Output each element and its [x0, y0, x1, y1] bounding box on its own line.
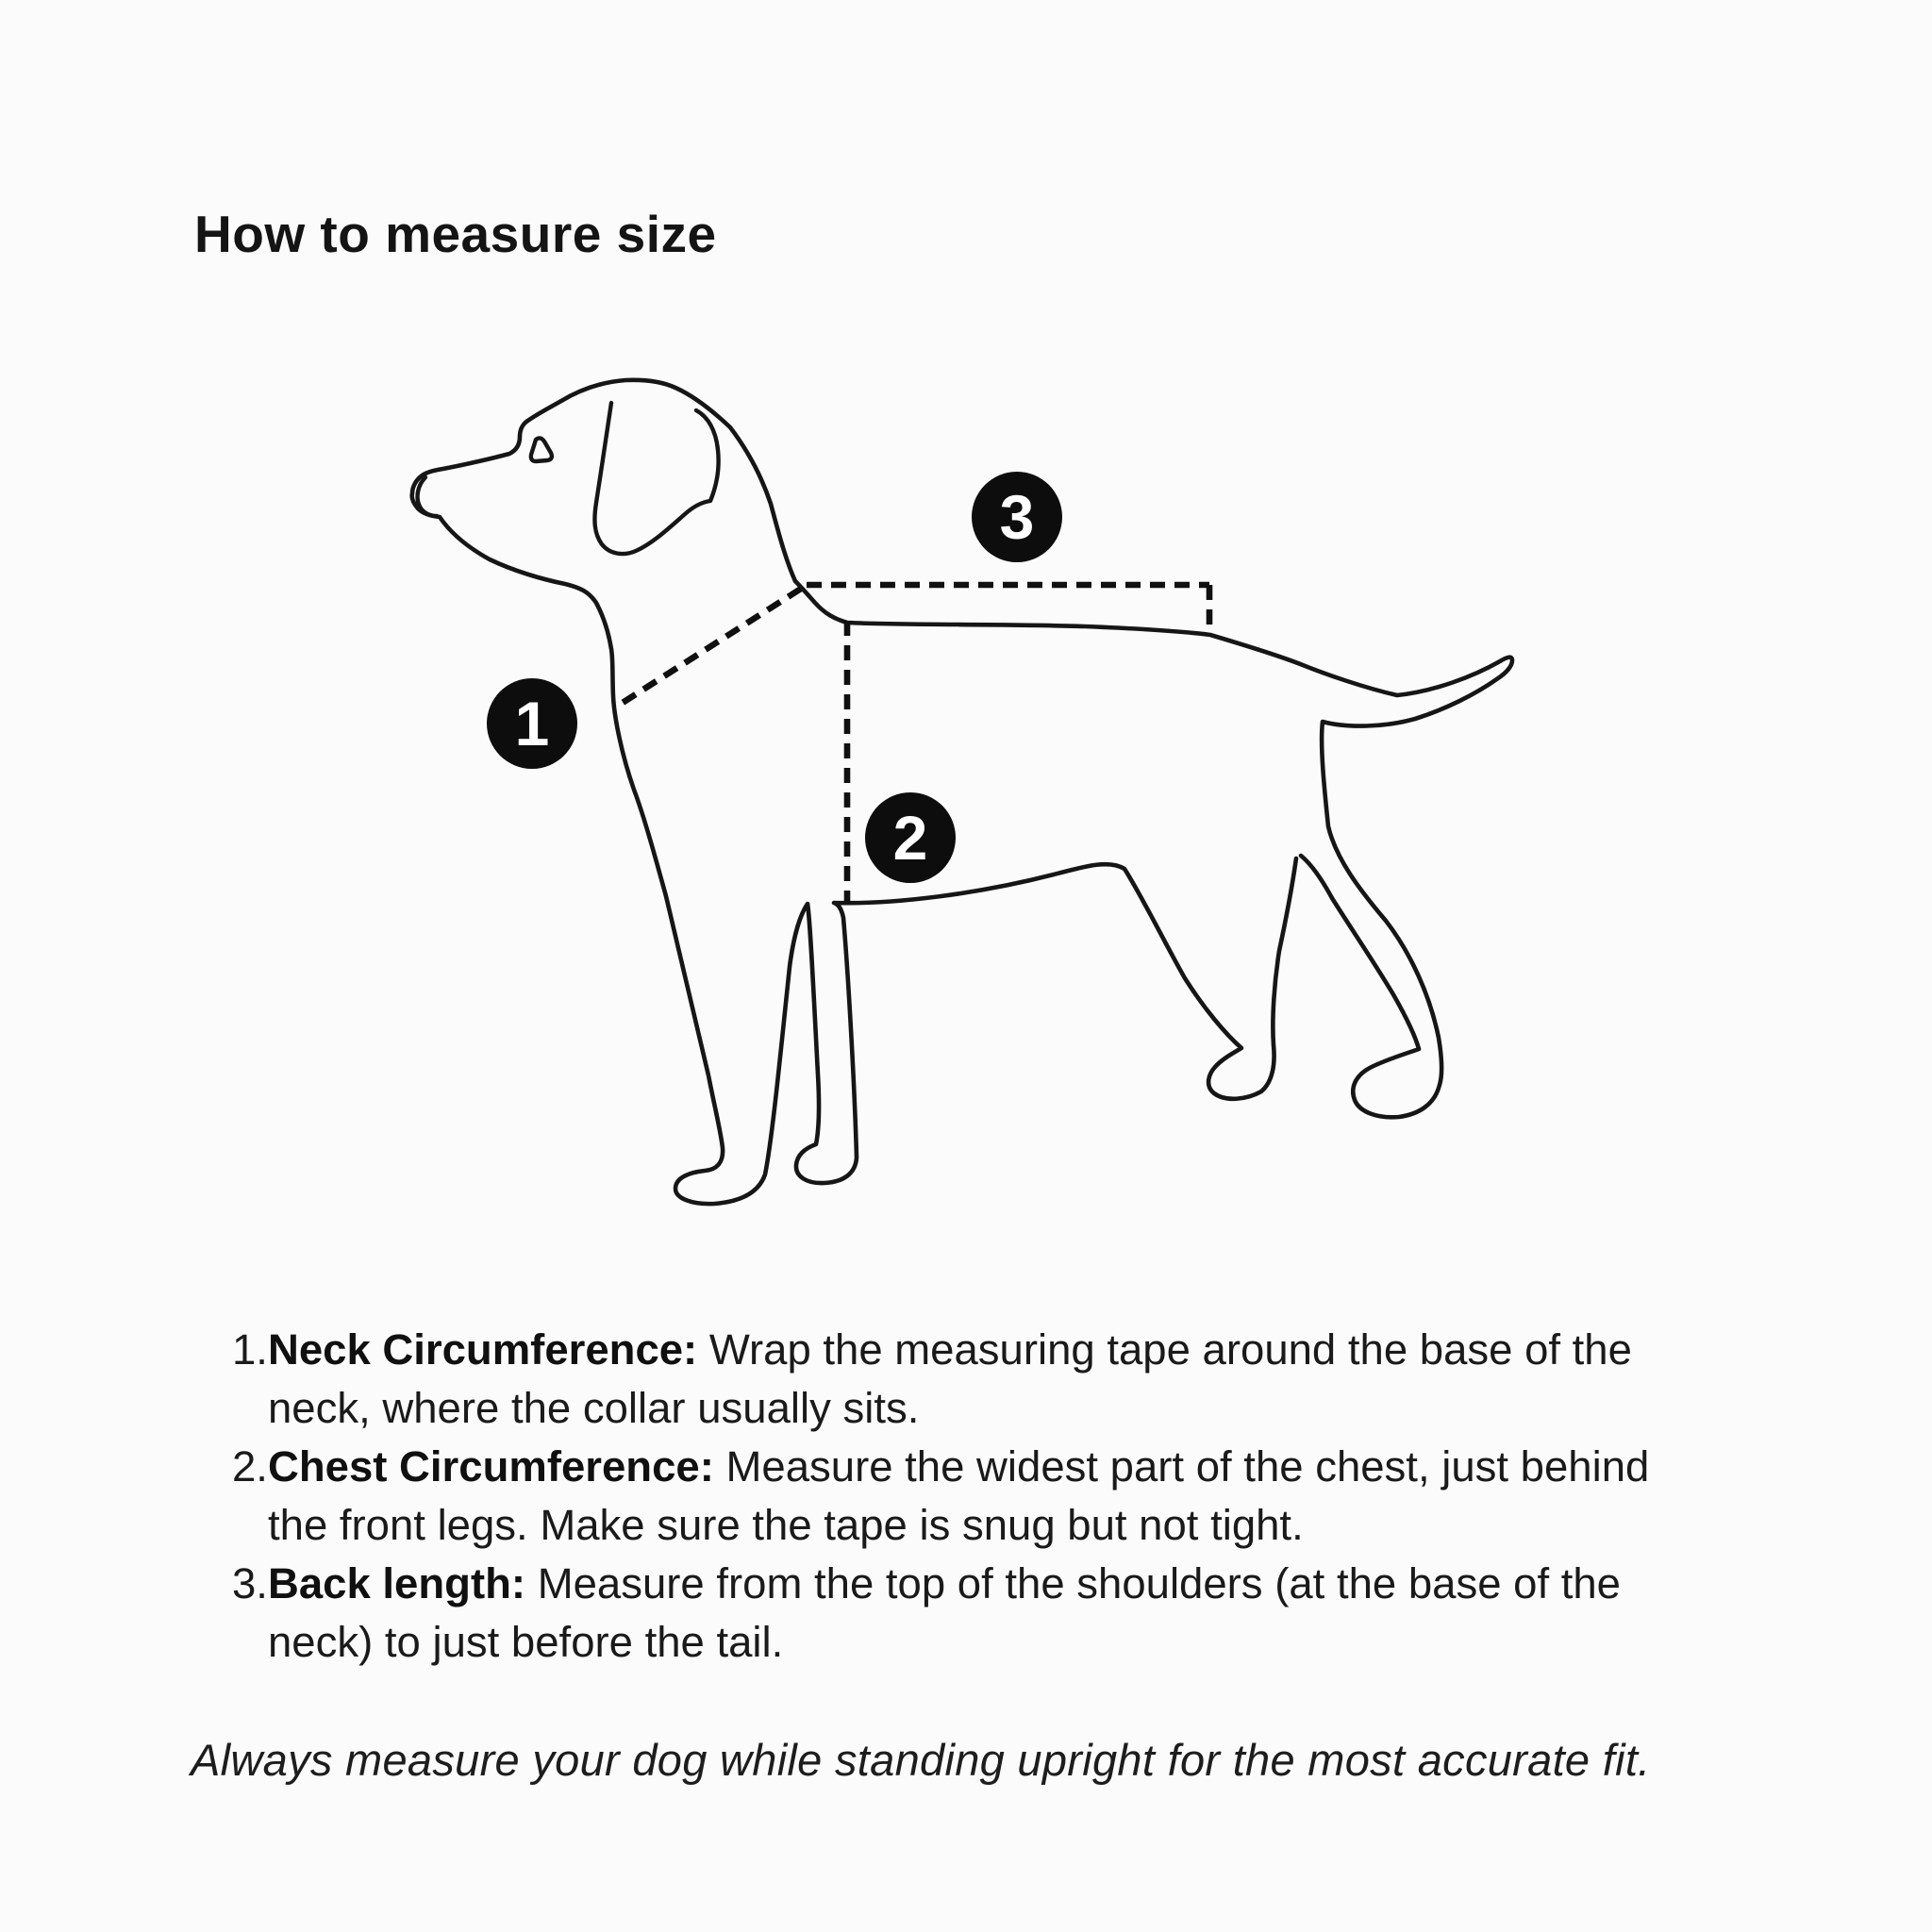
instruction-number: 1.: [232, 1325, 268, 1374]
instruction-text-continued: the front legs. Make sure the tape is snug but not tight.: [268, 1501, 1304, 1549]
instruction-item-back-length: [232, 1555, 1817, 1672]
instruction-label: Neck Circumference:: [268, 1325, 698, 1374]
instruction-line: [268, 1321, 1817, 1379]
dog-body-outline: [412, 380, 1512, 1204]
marker-1-number: 1: [514, 689, 550, 758]
measure-marker-2: [865, 792, 956, 883]
instruction-label: Chest Circumference:: [268, 1442, 714, 1491]
page-title: How to measure size: [194, 205, 717, 263]
instruction-item-chest: [232, 1438, 1817, 1555]
footnote-text: Always measure your dog while standing upright for the most accurate fit.: [191, 1735, 1651, 1785]
instruction-line: [268, 1438, 1817, 1496]
instruction-label: Back length:: [268, 1559, 526, 1607]
instruction-list: [232, 1321, 1817, 1672]
measure-marker-3: [972, 472, 1062, 562]
instruction-line: [268, 1555, 1817, 1613]
dog-eye: [531, 438, 552, 461]
instruction-text: Measure the widest part of the chest, just behind: [725, 1442, 1650, 1491]
instruction-number: 2.: [232, 1442, 268, 1491]
marker-3-number: 3: [999, 482, 1035, 552]
marker-2-number: 2: [892, 803, 928, 873]
dog-nose-detail: [418, 477, 437, 516]
instruction-text-continued: neck) to just before the tail.: [268, 1618, 784, 1666]
dog-ear-outline: [594, 403, 718, 554]
instruction-text: Measure from the top of the shoulders (at the base of the: [537, 1559, 1621, 1607]
instruction-number: 3.: [232, 1559, 268, 1607]
instruction-item-neck: [232, 1321, 1817, 1438]
instruction-text-continued: neck, where the collar usually sits.: [268, 1384, 920, 1432]
neck-measure-dashed-line: [615, 589, 801, 708]
instruction-text: Wrap the measuring tape around the base of the: [708, 1325, 1632, 1374]
measure-marker-1: [487, 678, 577, 769]
